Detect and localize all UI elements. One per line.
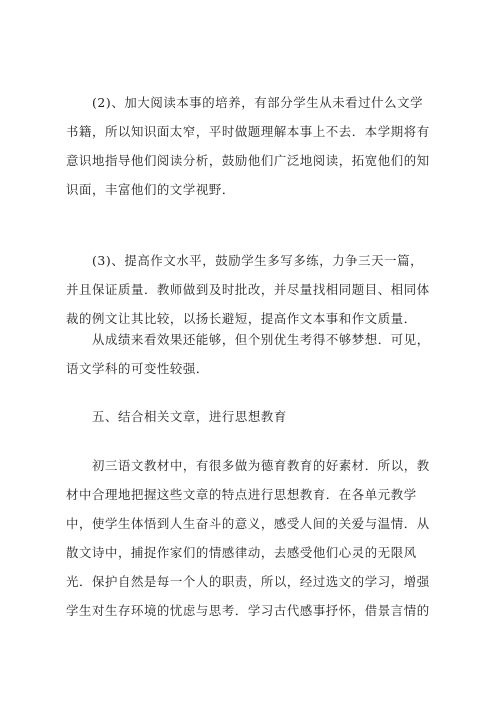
paragraph-writing-level xyxy=(66,246,438,333)
text-line: 并且保证质量．教师做到及时批改，并尽量找相同题目、相同体 xyxy=(66,282,430,297)
text-line: 裁的例文让其比较，以扬长避短，提高作文本事和作文质量． xyxy=(66,311,417,326)
text-line: 书籍，所以知识面太窄，平时做题理解本事上不去．本学期将有 xyxy=(66,124,430,139)
text-line: (2)、加大阅读本事的培养，有部分学生从未看过什么文学 xyxy=(92,95,424,110)
text-line: 语文学科的可变性较强． xyxy=(66,361,209,376)
text-line: (3)、提高作文水平，鼓励学生多写多练，力争三天一篇， xyxy=(92,253,424,268)
text-line: 学生对生存环境的忧虑与思考．学习古代感事抒怀，借景言情的 xyxy=(66,603,430,618)
text-line: 散文诗中，捕捉作家们的情感律动，去感受他们心灵的无限风 xyxy=(66,545,417,560)
text-line: 意识地指导他们阅读分析，鼓励他们广泛地阅读，拓宽他们的知 xyxy=(66,153,430,168)
paragraph-results xyxy=(66,325,438,383)
paragraph-reading-ability xyxy=(66,88,438,204)
heading-text: 五、结合相关文章，进行思想教育 xyxy=(92,409,287,424)
text-line: 中，使学生体悟到人生奋斗的意义，感受人间的关爱与温情．从 xyxy=(66,516,430,531)
text-line: 识面，丰富他们的文学视野． xyxy=(66,182,235,197)
text-line: 初三语文教材中，有很多做为德育教育的好素材．所以，教 xyxy=(92,458,430,473)
paragraph-moral-education xyxy=(66,451,438,625)
text-line: 从成绩来看效果还能够，但个别优生考得不够梦想．可见， xyxy=(92,332,430,347)
text-line: 材中合理地把握这些文章的特点进行思想教育．在各单元教学 xyxy=(66,487,417,502)
section-heading xyxy=(66,402,438,431)
text-line: 光．保护自然是每一个人的职责，所以，经过选文的学习，增强 xyxy=(66,574,430,589)
